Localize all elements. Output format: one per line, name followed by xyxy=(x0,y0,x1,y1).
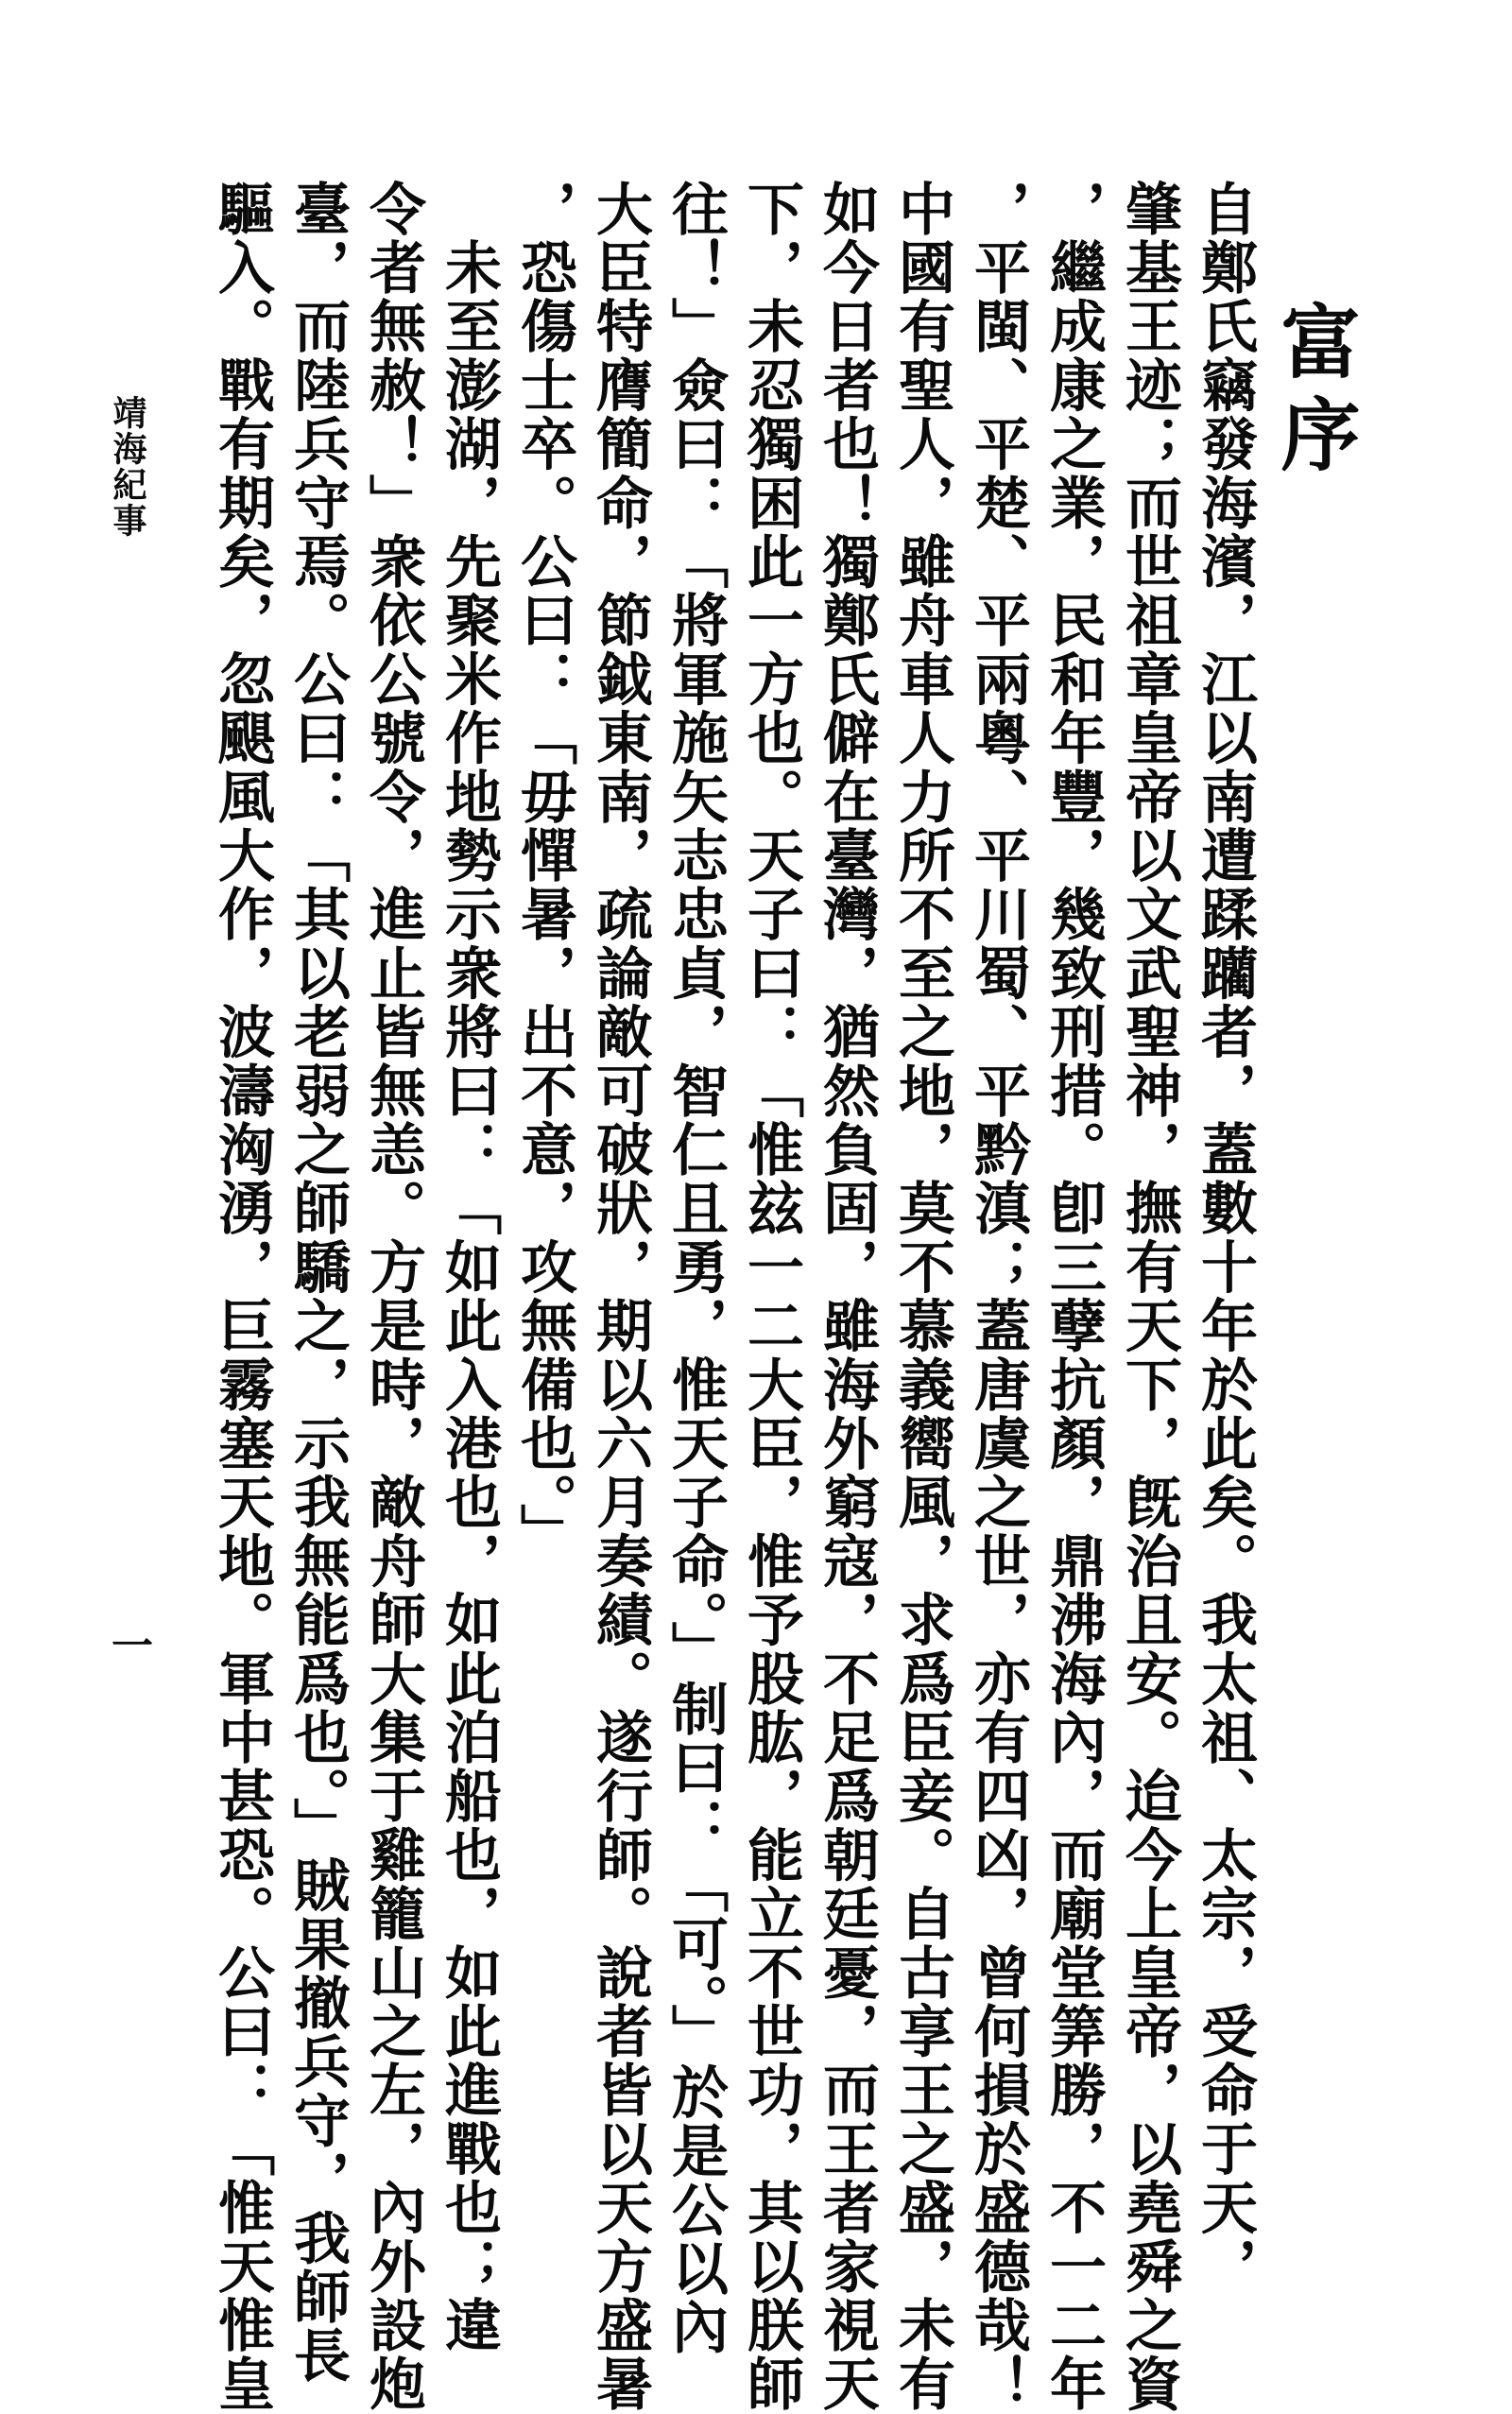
text-column: 如今日者也！獨鄭氏僻在臺灣，猶然負固，雖海外窮寇，不足爲朝廷憂，而王者家視天 xyxy=(814,180,880,2414)
text-column: 中國有聖人，雖舟車人力所不至之地，莫不慕義嚮風，求爲臣妾。自古享王之盛，未有 xyxy=(889,180,955,2414)
text-column: ，恐傷士卒。公曰：「毋憚暑，出不意，攻無備也。」 xyxy=(511,180,577,1562)
running-head: 靖海紀事 xyxy=(108,395,147,539)
text-column: 令者無赦！」衆依公號令，進止皆無恙。方是時，敵舟師大集于雞籠山之左，內外設炮 xyxy=(360,180,426,2414)
text-column: 下，未忍獨困此一方也。天子曰：「惟玆一二大臣，惟予股肱，能立不世功，其以朕師 xyxy=(738,180,804,2414)
preface-title: 富序 xyxy=(1268,301,1362,486)
text-column: ，平閩、平楚、平兩粵、平川蜀、平黔滇；蓋唐虞之世，亦有四凶，曾何損於盛德哉！ xyxy=(965,180,1031,2414)
text-column: 臺，而陸兵守焉。公曰：「其以老弱之師驕之，示我無能爲也。」賊果撤兵守，我師長 xyxy=(284,180,351,2386)
text-column: 自鄭氏竊發海濱，江以南遭蹂躪者，蓋數十年於此矣。我太祖、太宗，受命于天， xyxy=(1192,180,1258,2297)
text-column: ，繼成康之業，民和年豐，幾致刑措。卽三孽抗顏，鼎沸海內，而廟堂筭勝，不一二年 xyxy=(1040,180,1107,2414)
text-column: 往！」僉曰：「將軍施矢志忠貞，智仁且勇，惟天子命。」制曰：「可。」於是公以內 xyxy=(662,180,729,2357)
text-column: 未至澎湖，先聚米作地勢示衆將曰：「如此入港也，如此泊船也，如此進戰也；違 xyxy=(436,180,502,2355)
text-column: 驅入。戰有期矣，忽颶風大作，波濤洶湧，巨霧塞天地。軍中甚恐。公曰：「惟天惟皇 xyxy=(209,180,275,2414)
text-column: 肇基王迹；而世祖章皇帝以文武聖神，撫有天下，旣治且安。迨今上皇帝，以堯舜之資 xyxy=(1116,180,1182,2414)
text-column: 大臣特膺簡命，節鉞東南，疏論敵可破狀，期以六月奏績。遂行師。說者皆以天方盛暑 xyxy=(587,180,653,2414)
page-number: 一 xyxy=(104,1624,152,1665)
